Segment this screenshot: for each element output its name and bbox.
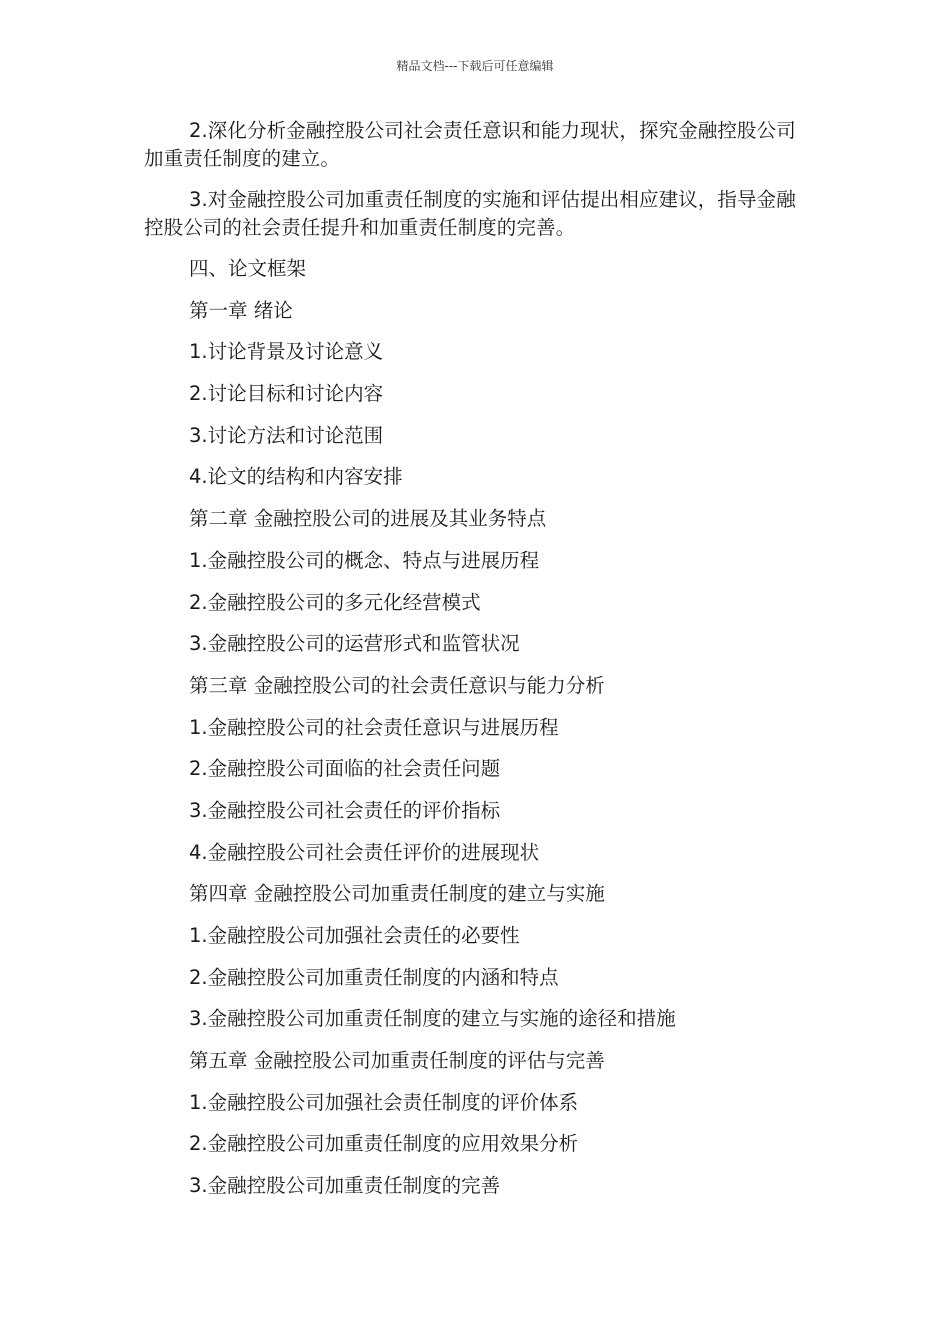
chapter-3-item: 1.金融控股公司的社会责任意识与进展历程: [189, 715, 559, 739]
chapter-2-item: 2.金融控股公司的多元化经营模式: [189, 590, 481, 614]
chapter-3-item: 4.金融控股公司社会责任评价的进展现状: [189, 840, 540, 864]
chapter-5-item: 3.金融控股公司加重责任制度的完善: [189, 1174, 501, 1198]
chapter-2-item: 3.金融控股公司的运营形式和监管状况: [189, 632, 520, 656]
chapter-4-item: 3.金融控股公司加重责任制度的建立与实施的途径和措施: [189, 1007, 676, 1031]
paragraph-objective-3: 3.对金融控股公司加重责任制度的实施和评估提出相应建议，指导金融控股公司的社会责任提升和加重责任制度的完善。: [144, 188, 796, 239]
chapter-5-title: 第五章 金融控股公司加重责任制度的评估与完善: [189, 1049, 605, 1073]
chapter-1-item: 4.论文的结构和内容安排: [189, 465, 403, 489]
paragraph-objective-2: 2.深化分析金融控股公司社会责任意识和能力现状，探究金融控股公司加重责任制度的建立。: [144, 119, 796, 170]
chapter-1-title: 第一章 绪论: [189, 298, 293, 322]
chapter-4-title: 第四章 金融控股公司加重责任制度的建立与实施: [189, 882, 605, 906]
chapter-2-item: 1.金融控股公司的概念、特点与进展历程: [189, 548, 540, 572]
section-heading: 四、论文框架: [189, 257, 307, 280]
document-body: [144, 117, 804, 1214]
page-header: 精品文档---下载后可任意编辑: [396, 59, 554, 73]
chapter-1-item: 2.讨论目标和讨论内容: [189, 382, 384, 406]
chapter-3-item: 2.金融控股公司面临的社会责任问题: [189, 757, 501, 781]
chapter-1-item: 3.讨论方法和讨论范围: [189, 423, 384, 447]
chapter-4-item: 2.金融控股公司加重责任制度的内涵和特点: [189, 965, 559, 989]
chapter-2-title: 第二章 金融控股公司的进展及其业务特点: [189, 507, 547, 531]
chapter-1-item: 1.讨论背景及讨论意义: [189, 340, 384, 364]
chapter-4-item: 1.金融控股公司加强社会责任的必要性: [189, 924, 520, 947]
chapter-5-item: 1.金融控股公司加强社会责任制度的评价体系: [189, 1090, 579, 1114]
chapter-3-title: 第三章 金融控股公司的社会责任意识与能力分析: [189, 673, 605, 697]
chapter-5-item: 2.金融控股公司加重责任制度的应用效果分析: [189, 1132, 579, 1156]
chapter-3-item: 3.金融控股公司社会责任的评价指标: [189, 798, 501, 822]
